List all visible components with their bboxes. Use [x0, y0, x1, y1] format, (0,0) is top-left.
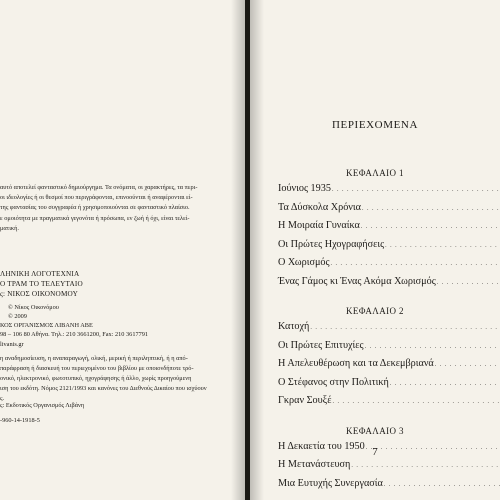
copyright-line: © 2009 — [8, 313, 27, 320]
production-credit: ς: Εκδοτικός Οργανισμός Λιβάνη — [0, 402, 85, 409]
publisher-website: livanis.gr — [0, 341, 24, 348]
book-author: ς: ΝΙΚΟΣ ΟΙΚΟΝΟΜΟΥ — [0, 290, 78, 298]
leader-dots — [331, 395, 500, 406]
toc-entry-title: Η Μετανάστευση — [278, 459, 351, 470]
toc-entry[interactable] — [278, 321, 500, 332]
toc-entry[interactable] — [278, 220, 500, 231]
leader-dots — [364, 340, 500, 351]
toc-entry-title: Ιούνιος 1935 — [278, 183, 331, 194]
toc-entry-title: Γκραν Σουξέ — [278, 395, 332, 406]
copyright-line: © Νίκος Οικονόμου — [8, 304, 59, 311]
disclaimer-line: ε ομοιότητα με πραγματικά γεγονότα ή πρόσωπα, εν ζωή ή όχι, είναι τελεί- — [0, 215, 190, 222]
rights-line: ονικό, ηλεκτρονικό, φωτοτυπικό, ηχογράφησης ή άλλο, χωρίς προηγούμενη — [0, 375, 192, 382]
toc-entry-title: Η Απελευθέρωση και τα Δεκεμβριανά — [278, 358, 434, 369]
toc-entry-title: Ο Στέφανος στην Πολιτική — [278, 376, 389, 388]
rights-line: ς. — [0, 395, 5, 402]
toc-entry[interactable] — [278, 358, 500, 369]
toc-entry[interactable] — [278, 183, 500, 194]
rights-line: ιση του εκδότη. Νόμος 2121/1993 και κανόνες του Διεθνούς Δικαίου που ισχύουν — [0, 385, 207, 392]
leader-dots — [384, 239, 500, 250]
toc-entry[interactable] — [278, 395, 500, 406]
book-title: Ο ΤΡΑΜ ΤΟ ΤΕΛΕΥΤΑΙΟ — [0, 280, 83, 288]
toc-entry-title: Η Μοιραία Γυναίκα — [278, 220, 360, 231]
leader-dots — [350, 459, 500, 470]
toc-entry-title: Η Δεκαετία του 1950 — [278, 440, 365, 452]
rights-line: παράφραση ή διασκευή του περιεχομένου του βιβλίου με οποιονδήποτε τρό- — [0, 365, 194, 372]
leader-dots — [331, 183, 500, 194]
toc-entry[interactable] — [278, 340, 500, 351]
right-page — [250, 0, 500, 500]
toc-entry-title: Ένας Γάμος κι Ένας Ακόμα Χωρισμός — [278, 275, 436, 287]
left-page — [0, 0, 245, 500]
leader-dots — [383, 478, 500, 489]
disclaimer-line: της φαντασίας του συγγραφέα ή χρησιμοποιούνται σε φανταστικό πλαίσιο. — [0, 204, 190, 211]
toc-entry[interactable] — [278, 276, 500, 287]
chapter-heading: ΚΕΦΑΛΑΙΟ 2 — [346, 306, 404, 316]
toc-entry[interactable] — [278, 459, 500, 470]
toc-entry[interactable] — [278, 239, 500, 250]
toc-entry-title: Οι Πρώτες Επιτυχίες — [278, 339, 364, 351]
toc-entry-title: Κατοχή — [278, 321, 310, 332]
leader-dots — [434, 358, 500, 369]
toc-entry-title: Οι Πρώτες Ηχογραφήσεις — [278, 238, 385, 250]
leader-dots — [309, 321, 500, 332]
toc-entry-title: Ο Χωρισμός — [278, 257, 330, 268]
publisher-name: ΚΟΣ ΟΡΓΑΝΙΣΜΟΣ ΛΙΒΑΝΗ ΑΒΕ — [0, 322, 93, 329]
toc-entry[interactable] — [278, 377, 500, 388]
leader-dots — [360, 220, 500, 231]
leader-dots — [330, 257, 500, 268]
chapter-heading: ΚΕΦΑΛΑΙΟ 3 — [346, 425, 404, 436]
isbn: -960-14-1918-5 — [0, 417, 40, 424]
toc-entry[interactable] — [278, 257, 500, 268]
page-number: 7 — [372, 446, 378, 458]
publisher-address: 98 – 106 80 Αθήνα. Τηλ.: 210 3661200, Fax: 210 3617791 — [0, 331, 149, 338]
rights-line: η αναδημοσίευση, η αναπαραγωγή, ολική, μερική ή περιληπτική, ή η από- — [0, 355, 188, 362]
toc-entry-title: Τα Δύσκολα Χρόνια — [278, 201, 361, 213]
chapter-heading: ΚΕΦΑΛΑΙΟ 1 — [346, 168, 404, 178]
leader-dots — [389, 377, 500, 388]
disclaimer-line: αυτό αποτελεί φανταστικό δημιούργημα. Τα ονόματα, οι χαρακτήρες, τα περι- — [0, 184, 198, 191]
toc-entry[interactable] — [278, 202, 500, 213]
leader-dots — [361, 202, 500, 213]
toc-title: ΠΕΡΙΕΧΟΜΕΝΑ — [331, 119, 419, 131]
toc-entry-title: Μια Ευτυχής Συνεργασία — [278, 477, 383, 489]
leader-dots — [436, 276, 500, 287]
toc-entry[interactable] — [278, 478, 500, 489]
spine-shadow — [231, 0, 245, 500]
disclaimer-line: οι ιδεολογίες ή οι θεσμοί που περιγράφονται, επινοούνται ή αναφέρονται εί- — [0, 194, 193, 201]
disclaimer-line: ματική. — [0, 225, 19, 232]
series-name: ΛΗΝΙΚΗ ΛΟΓΟΤΕΧΝΙΑ — [0, 270, 80, 278]
